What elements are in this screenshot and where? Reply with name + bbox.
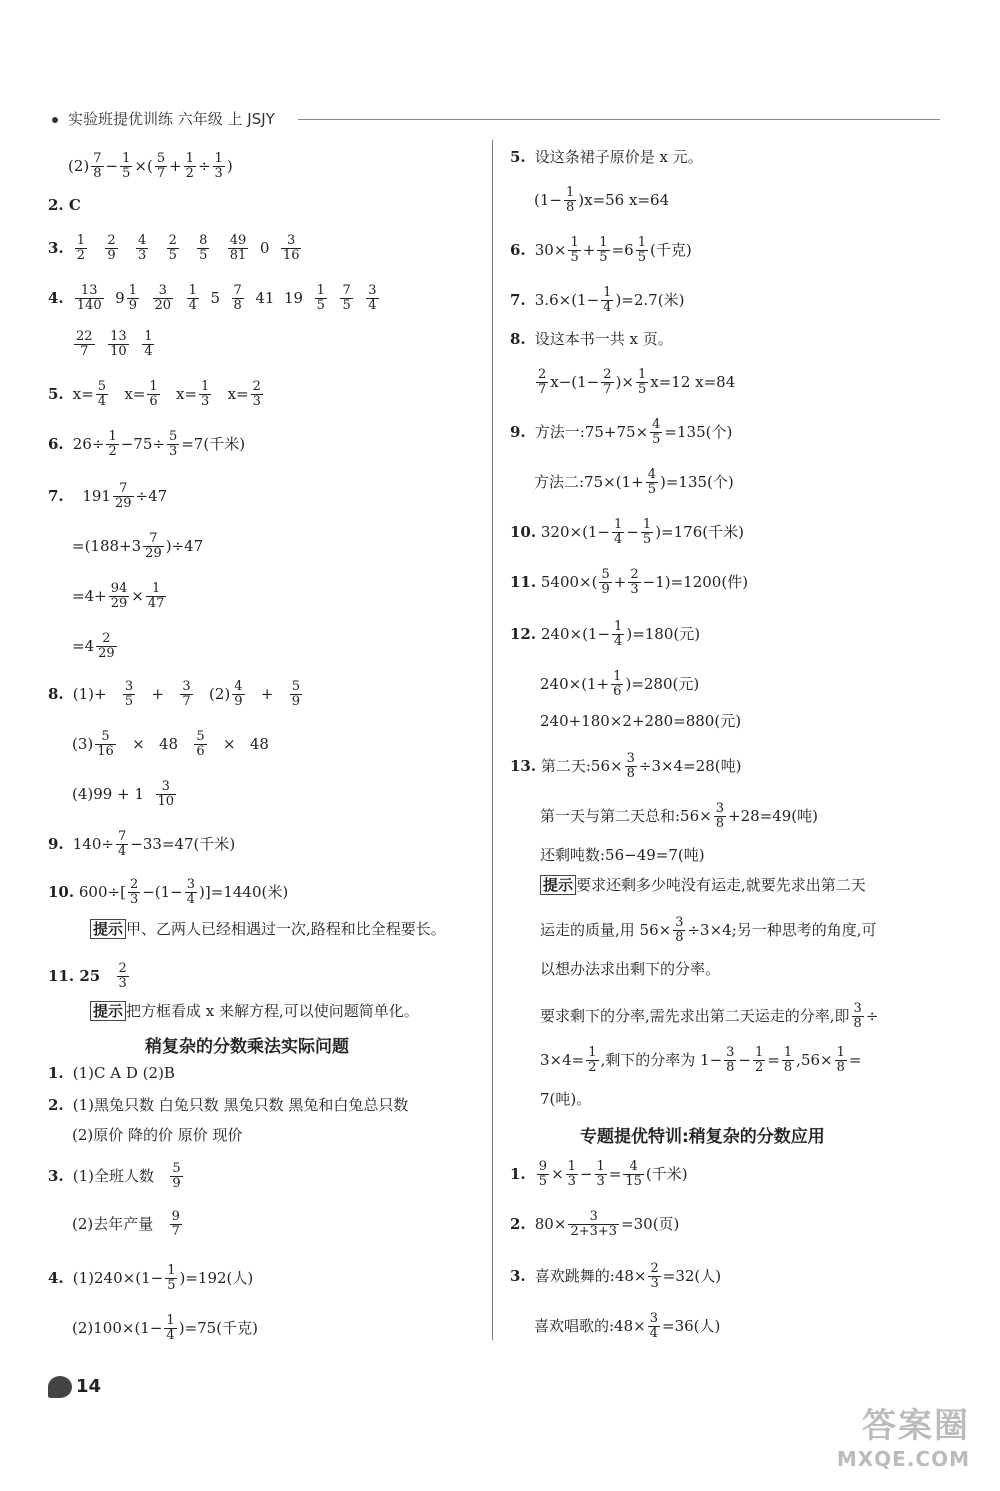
r-answer-8b: $\frac{2}{7}$ x−(1− $\frac{2}{7}$ )× $\frac{1}{5}$ x=12 x=84 [538, 367, 736, 398]
page-header [52, 108, 275, 129]
answer-8-a: 8. (1)+ $\frac{3}{5}$ + $\frac{3}{7}$ (2) $\frac{4}{9}$ + $\frac{5}{9}$ [48, 679, 300, 710]
r-answer-12b: 240×(1+ $\frac{1}{6}$ )=280(元) [540, 669, 700, 700]
answer-7-step1: =(188+3 $\frac{7}{29}$ )÷47 [72, 531, 204, 562]
answer-2: 2. C [48, 196, 81, 214]
r-answer-10: 10. 320×(1− $\frac{1}{4}$ − $\frac{1}{5}$ )=176(千米) [510, 517, 744, 548]
answer-11: 11. 25 $\frac{2}{3}$ [48, 961, 127, 992]
tip-2: 提示 把方框看成 x 来解方程,可以使问题简单化。 [90, 1004, 419, 1019]
tip-3a: 提示 要求还剩多少吨没有运走,就要先求出第二天 [540, 878, 866, 893]
r-answer-8a: 8. 设这本书一共 x 页。 [510, 330, 673, 348]
answer-8-b: (3) $\frac{5}{16}$ × 48 $\frac{5}{6}$ × 48 [72, 729, 269, 760]
answer-4-cont: $\frac{22}{7}$ $\frac{13}{10}$ $\frac{1}{4}$ [76, 329, 153, 360]
s1-answer-2a: 2. (1)黑兔只数 白兔只数 黑兔只数 黑兔和白兔总只数 [48, 1096, 409, 1114]
r-answer-12c: 240+180×2+280=880(元) [540, 712, 742, 730]
r-answer-13c: 还剩吨数:56−49=7(吨) [540, 846, 705, 864]
r-answer-9a: 9. 方法一:75+75× $\frac{4}{5}$ =135(个) [510, 417, 733, 448]
s1-answer-4a: 4. (1)240×(1− $\frac{1}{5}$ )=192(人) [48, 1263, 254, 1294]
s2-answer-2: 2. 80× $\frac{3}{2+3+3}$ =30(页) [510, 1209, 680, 1240]
r-answer-7: 7. 3.6×(1− $\frac{1}{4}$ )=2.7(米) [510, 285, 685, 316]
watermark [837, 1398, 970, 1471]
r-answer-13b: 第一天与第二天总和:56× $\frac{3}{8}$ +28=49(吨) [540, 801, 819, 832]
tip-1: 提示 甲、乙两人已经相遇过一次,路程和比全程要长。 [90, 922, 446, 937]
r-answer-9b: 方法二:75×(1+ $\frac{4}{5}$ )=135(个) [534, 467, 734, 498]
s1-answer-4b: (2)100×(1− $\frac{1}{4}$ )=75(千克) [72, 1313, 258, 1344]
answer-5: 5. x= $\frac{5}{4}$ x= $\frac{1}{6}$ x= $\frac{1}{3}$ x= $\frac{2}{3}$ [48, 379, 261, 410]
answer-1-2: (2) $\frac{7}{8}$ − $\frac{1}{5}$ ×( $\frac{5}{7}$ + $\frac{1}{2}$ ÷ $\frac{1}{3}$ ) [68, 151, 233, 182]
r-answer-6: 6. 30× $\frac{1}{5}$ + $\frac{1}{5}$ =6 $\frac{1}{5}$ (千克) [510, 235, 692, 266]
watermark-url: MXQE.COM [836, 1447, 970, 1471]
header-rule [298, 119, 940, 120]
answer-7: 7. 191 $\frac{7}{29}$ ÷47 [48, 481, 168, 512]
tip-3d: 要求剩下的分率,需先求出第二天运走的分率,即 $\frac{3}{8}$ ÷ [540, 1001, 879, 1032]
tip-3b: 运走的质量,用 56× $\frac{3}{8}$ ÷3×4;另一种思考的角度,可 [540, 915, 877, 946]
s2-answer-3b: 喜欢唱歌的:48× $\frac{3}{4}$ =36(人) [534, 1311, 721, 1342]
answer-8-c: (4)99 + 1 $\frac{3}{10}$ [72, 779, 175, 810]
r-answer-13a: 13. 第二天:56× $\frac{3}{8}$ ÷3×4=28(吨) [510, 751, 742, 782]
r-answer-11: 11. 5400×( $\frac{5}{9}$ + $\frac{2}{3}$ −1)=1200(件) [510, 567, 749, 598]
answer-3: 3. $\frac{1}{2}$ $\frac{2}{9}$ $\frac{4}{3}$ $\frac{2}{5}$ $\frac{8}{5}$ $\frac{49}{81}$ 0 $\frac{3}{16}$ [48, 233, 300, 264]
section-title-2: 专题提优特训:稍复杂的分数应用 [580, 1127, 825, 1147]
answer-10: 10. 600÷[ $\frac{2}{3}$ −(1− $\frac{3}{4}$ )]=1440(米) [48, 877, 289, 908]
r-answer-5a: 5. 设这条裙子原价是 x 元。 [510, 148, 703, 166]
tip-3f: 7(吨)。 [540, 1090, 592, 1108]
column-divider [492, 140, 493, 1340]
r-answer-5b: (1− $\frac{1}{8}$ )x=56 x=64 [534, 185, 670, 216]
header-title: 实验班提优训练 六年级 上 JSJY [68, 110, 275, 128]
s1-answer-3a: 3. (1)全班人数 $\frac{5}{9}$ [48, 1161, 181, 1192]
s2-answer-3a: 3. 喜欢跳舞的:48× $\frac{2}{3}$ =32(人) [510, 1261, 722, 1292]
s2-answer-1: 1. $\frac{9}{5}$ × $\frac{1}{3}$ − $\frac{1}{3}$ = $\frac{4}{15}$ (千米) [510, 1159, 688, 1190]
answer-7-step2: =4+ $\frac{94}{29}$ × $\frac{1}{47}$ [72, 581, 165, 612]
bullet-icon [52, 117, 58, 123]
page-number: 14 [48, 1376, 101, 1398]
section-title-1: 稍复杂的分数乘法实际问题 [145, 1037, 349, 1057]
answer-9: 9. 140÷ $\frac{7}{4}$ −33=47(千米) [48, 829, 236, 860]
s1-answer-3b: (2)去年产量 $\frac{9}{7}$ [72, 1209, 180, 1240]
answer-7-step3: =4 $\frac{2}{29}$ [72, 631, 115, 662]
dolphin-logo-icon [48, 1376, 72, 1398]
watermark-logo: 答案圈 [862, 1406, 970, 1446]
s1-answer-1: 1. (1)C A D (2)B [48, 1064, 175, 1082]
answer-4: 4. $\frac{13}{140}$ 9 $\frac{1}{9}$ $\frac{3}{20}$ $\frac{1}{4}$ 5 $\frac{7}{8}$ 41 19 $\frac{1}{5}$ $\frac{7}{5}$ $\frac{3}{4}$ [48, 283, 377, 314]
tip-3c: 以想办法求出剩下的分率。 [540, 960, 721, 978]
answer-6: 6. 26÷ $\frac{1}{2}$ −75÷ $\frac{5}{3}$ =7(千米) [48, 429, 246, 460]
s1-answer-2b: (2)原价 降的价 原价 现价 [72, 1126, 243, 1144]
r-answer-12a: 12. 240×(1− $\frac{1}{4}$ )=180(元) [510, 619, 701, 650]
tip-3e: 3×4= $\frac{1}{2}$ ,剩下的分率为 1− $\frac{3}{8}$ − $\frac{1}{2}$ = $\frac{1}{8}$ ,56× $\frac{1}{8}$ = [540, 1045, 862, 1076]
